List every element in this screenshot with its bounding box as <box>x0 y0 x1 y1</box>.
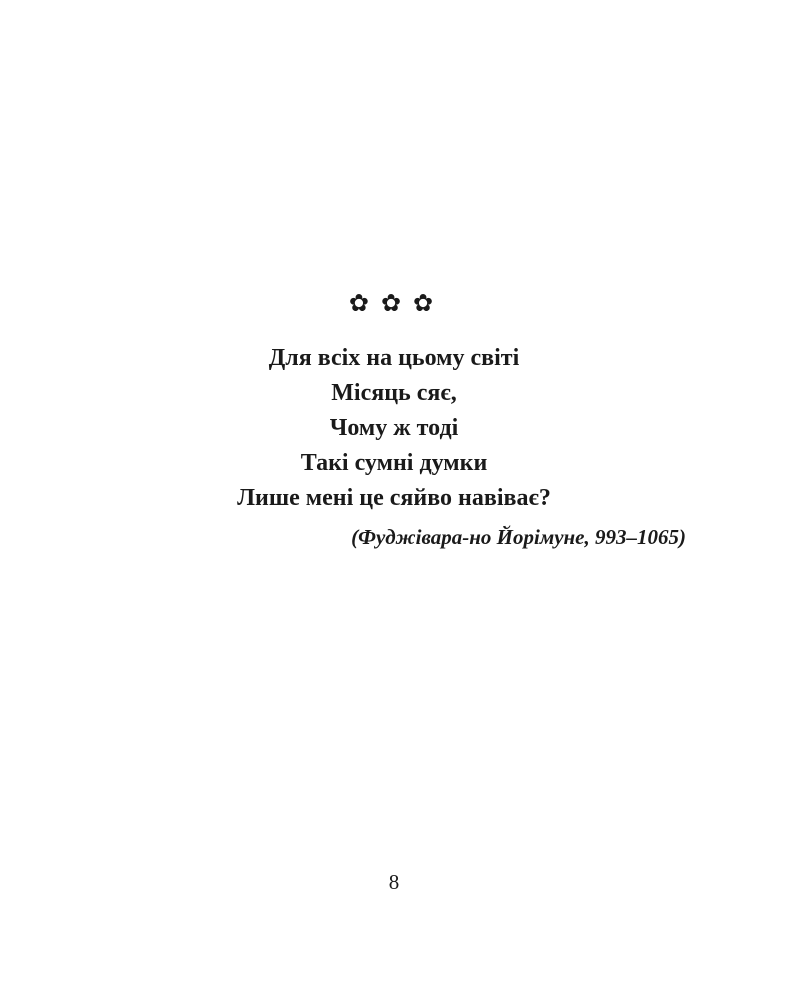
poem-stanza <box>0 341 788 516</box>
poem-line: Чому ж тоді <box>329 415 459 441</box>
poem-line: Такі сумні думки <box>300 450 488 476</box>
flower-ornament-icon: ✿ <box>413 291 440 317</box>
poem-line: Лише мені це сяйво навіває? <box>237 485 551 511</box>
flower-ornament-icon: ✿ <box>380 291 408 317</box>
poem-line: Для всіх на цьому світі <box>268 345 520 371</box>
flower-ornament-icon: ✿ <box>348 291 375 317</box>
poem-attribution: (Фуджівара-но Йорімуне, 993–1065) <box>351 525 686 549</box>
page-number: 8 <box>388 870 400 894</box>
poem-line: Місяць сяє, <box>331 380 457 406</box>
ornament-divider <box>0 289 788 319</box>
